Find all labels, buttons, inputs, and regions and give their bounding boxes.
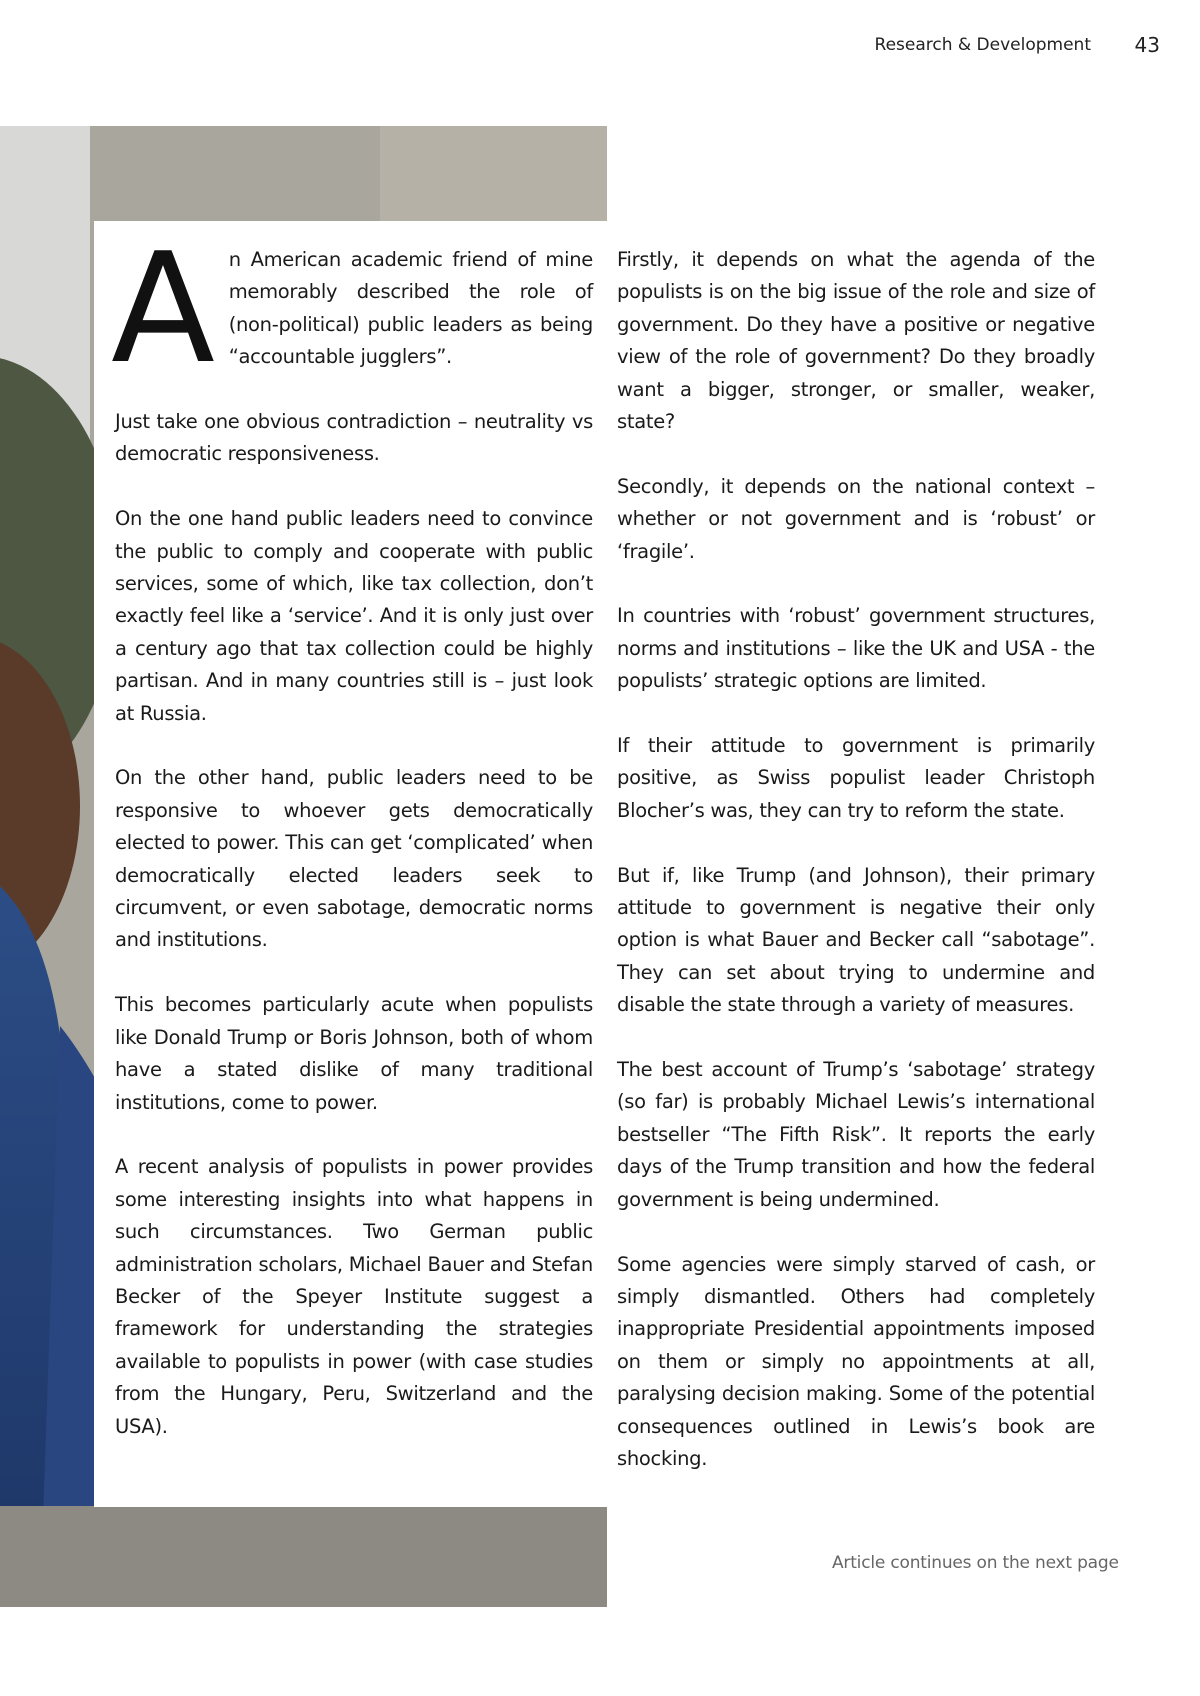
article-column-left [111,220,593,1475]
article-paragraph [111,220,593,397]
article-paragraph: Secondly, it depends on the national context – whether or not government and is ‘robust’ or ‘fragile’. [617,474,1095,563]
paragraph-text: n American academic friend of mine memorably described the role of (non-political) public leaders as being “accountable jugglers”. [228,248,593,369]
article-paragraph: If their attitude to government is primarily positive, as Swiss populist leader Christoph Blocher’s was, they can try to reform the state. [617,734,1095,822]
article-column-right [617,244,1095,1508]
page-number: 43 [1134,33,1160,57]
drop-cap: A [111,220,215,397]
article-paragraph: On the one hand public leaders need to convince the public to comply and cooperate with public services, some of which, like tax collection, don’t exactly feel like a ‘service’. And it is only just over a century ago that tax collection could be highly partisan. And in many countries still is – just look at Russia. [115,507,593,725]
article-paragraph: In countries with ‘robust’ government structures, norms and institutions – like the UK and USA - the populists’ strategic options are limited. [617,604,1095,693]
article-paragraph: Just take one obvious contradiction – neutrality vs democratic responsiveness. [115,410,593,466]
article-paragraph: Firstly, it depends on what the agenda of the populists is on the big issue of the role and size of government. Do they have a positive or negative view of the role of government? Do they broadly want a bigger, stronger, or smaller, weaker, state? [617,248,1095,434]
article-paragraph: The best account of Trump’s ‘sabotage’ strategy (so far) is probably Michael Lewis’s international bestseller “The Fifth Risk”. It reports the early days of the Trump transition and how the federal government is being undermined. [617,1058,1095,1211]
section-title: Research & Development [874,35,1091,55]
article-paragraph: Some agencies were simply starved of cash, or simply dismantled. Others had completely inappropriate Presidential appointments imposed on them or simply no appointments at all, paralysing decision making. Some of the potential consequences outlined in Lewis’s book are shocking. [617,1252,1095,1470]
article-paragraph: But if, like Trump (and Johnson), their primary attitude to government is negative their only option is what Bauer and Becker call “sabotage”. They can set about trying to undermine and disable the state through a variety of measures. [617,863,1095,1017]
page-header [700,33,1200,63]
continuation-note: Article continues on the next page [832,1553,1119,1573]
article-paragraph: A recent analysis of populists in power provides some interesting insights into what happens in such circumstances. Two German public administration scholars, Michael Bauer and Stefan Becker of the Speyer Institute suggest a framework for understanding the strategies available to populists in power (with case studies from the Hungary, Peru, Switzerland and the USA). [115,1155,593,1438]
article-paragraph: This becomes particularly acute when populists like Donald Trump or Boris Johnson, both of whom have a stated dislike of many traditional institutions, come to power. [115,993,593,1114]
article-paragraph: On the other hand, public leaders need to be responsive to whoever gets democratically elected to power. This can get ‘complicated’ when democratically elected leaders seek to circumvent, or even sabotage, democratic norms and institutions. [115,766,593,952]
